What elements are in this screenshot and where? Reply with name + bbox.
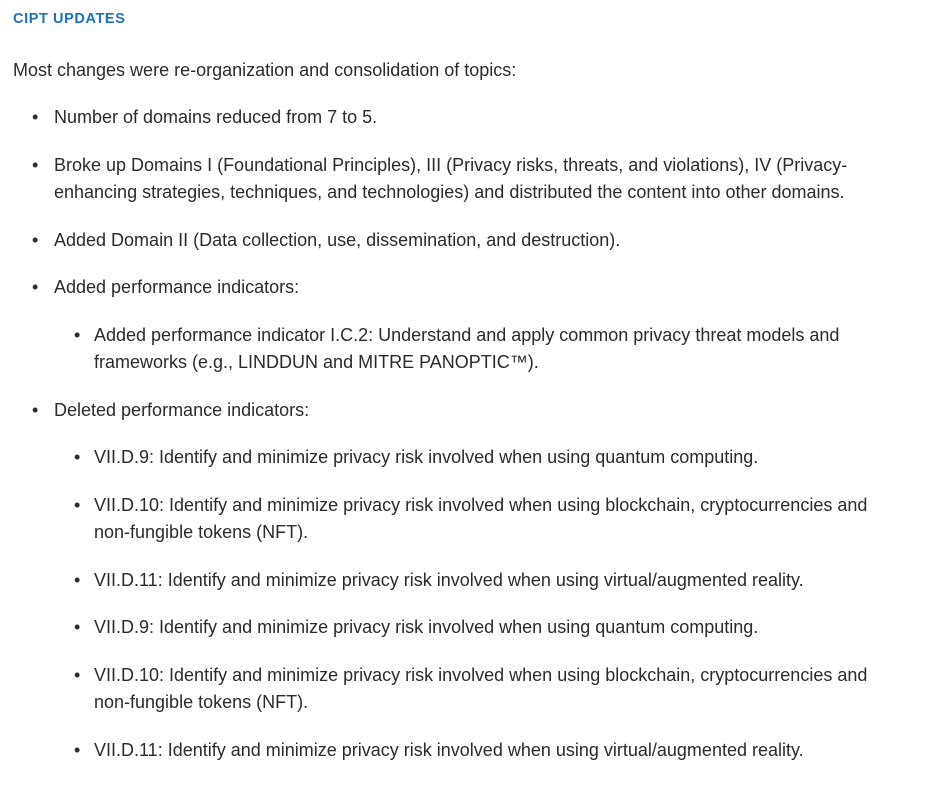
added-indicator-item: • Added performance indicator I.C.2: Understand and apply common privacy threat models and frameworks (e.g., LINDDUN and MITRE PANOPTIC™). [54, 322, 882, 377]
change-item: • Number of domains reduced from 7 to 5. [0, 104, 927, 132]
change-item: • Added Domain II (Data collection, use, dissemination, and destruction). [0, 227, 927, 255]
deleted-indicator-item: • VII.D.11: Identify and minimize privacy risk involved when using virtual/augmented reality. [54, 567, 882, 595]
deleted-indicator-item: • VII.D.9: Identify and minimize privacy risk involved when using quantum computing. [54, 614, 882, 642]
section-heading: CIPT UPDATES [13, 11, 126, 27]
change-item-label: Deleted performance indicators: [54, 399, 310, 420]
deleted-indicator-item: • VII.D.10: Identify and minimize privacy risk involved when using blockchain, cryptocurrencies and non-fungible tokens (NFT). [54, 662, 882, 717]
deleted-indicator-item: • VII.D.11: Identify and minimize privacy risk involved when using virtual/augmented reality. [54, 737, 882, 765]
change-item-label: Added performance indicators: [54, 277, 300, 297]
intro-text: Most changes were re-organization and consolidation of topics: [13, 60, 517, 80]
change-item: • Broke up Domains I (Foundational Principles), III (Privacy risks, threats, and violations), IV (Privacy-enhancing strategies, techniques, and technologies) and distributed the content into other domains. [0, 152, 927, 207]
change-item-added-indicators [0, 274, 927, 377]
deleted-indicator-item: • VII.D.9: Identify and minimize privacy risk involved when using quantum computing. [54, 444, 882, 472]
change-item-deleted-indicators [0, 397, 927, 765]
changes-list [0, 104, 927, 784]
deleted-indicators-list [54, 444, 882, 764]
deleted-indicator-item: • VII.D.10: Identify and minimize privacy risk involved when using blockchain, cryptocurrencies and non-fungible tokens (NFT). [54, 492, 882, 547]
added-indicators-list [54, 322, 882, 377]
